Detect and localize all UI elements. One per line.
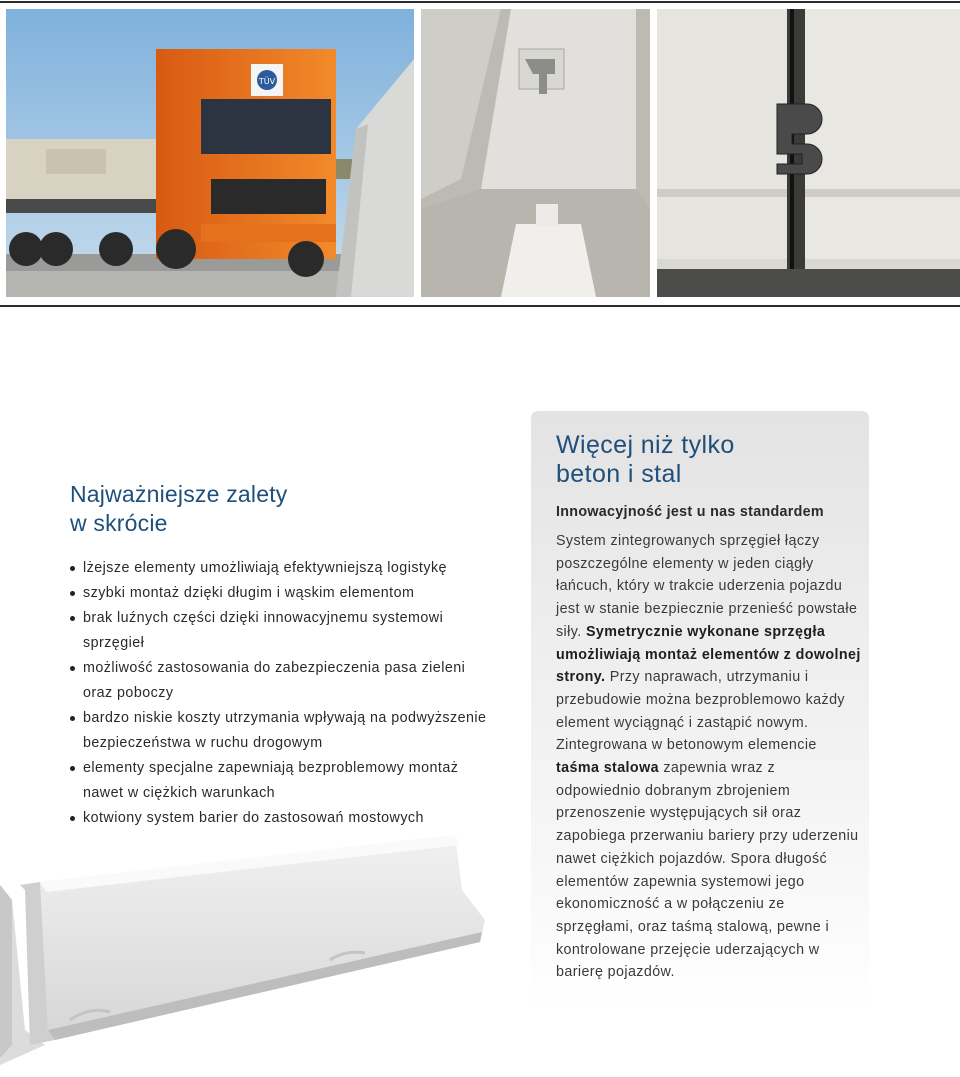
- top-rule: [0, 1, 960, 3]
- joint-photo: [657, 9, 960, 297]
- panel-title-line2: beton i stal: [556, 460, 682, 488]
- middle-rule: [0, 305, 960, 307]
- panel-subtitle: Innowacyjność jest u nas standardem: [556, 504, 824, 520]
- body-p1: System zintegrowanych sprzęgieł łączy poszczególne elementy w jeden ciągły łańcuch, który w trakcie uderzenia pojazdu jest w stanie bezpiecznie przenieść powstałe siły.: [556, 533, 858, 640]
- advantages-title-line1: Najważniejsze zalety: [70, 481, 288, 507]
- panel-body: [556, 530, 861, 984]
- body-p4-bold: taśma stalowa: [556, 760, 659, 777]
- list-item: elementy specjalne zapewniają bezproblemowy montaż nawet w ciężkich warunkach: [70, 756, 490, 806]
- barrier-image: [0, 830, 490, 1072]
- body-p3: Przy naprawach, utrzymaniu i przebudowie można bezproblemowo każdy element wyciągnąć i zastąpić nowym. Zintegrowana w betonowym elemencie: [556, 669, 845, 754]
- coupling-photo: [421, 9, 650, 297]
- list-item: lżejsze elementy umożliwiają efektywniejszą logistykę: [70, 556, 490, 581]
- list-item: bardzo niskie koszty utrzymania wpływają na podwyższenie bezpieczeństwa w ruchu drogowym: [70, 706, 490, 756]
- advantages-section: [70, 480, 490, 831]
- body-p5: zapewnia wraz z odpowiednio dobranym zbrojeniem przenoszenie występujących sił oraz zapobiega przerwaniu bariery przy uderzeniu nawet ciężkich pojazdów. Spora długość elementów zapewnia systemowi jego ekonomiczność a w połączeniu ze sprzęgłami, oraz taśmą stalową, pewne i kontrolowane przejęcie uderzających w barierę pojazdów.: [556, 760, 859, 981]
- advantages-title: [70, 480, 490, 538]
- list-item: kotwiony system barier do zastosowań mostowych: [70, 806, 490, 831]
- body-p2-bold: Symetrycznie wykonane sprzęgła umożliwiają montaż elementów z dowolnej strony.: [556, 623, 861, 686]
- truck-photo: [6, 9, 414, 297]
- panel-title-line1: Więcej niż tylko: [556, 431, 735, 459]
- tuv-logo-text: TÜV: [258, 77, 276, 86]
- advantages-title-line2: w skrócie: [70, 510, 168, 536]
- list-item: możliwość zastosowania do zabezpieczenia pasa zieleni oraz poboczy: [70, 656, 490, 706]
- features-list: [70, 556, 490, 831]
- info-panel: [531, 411, 869, 1011]
- list-item: brak luźnych części dzięki innowacyjnemu systemowi sprzęgieł: [70, 606, 490, 656]
- list-item: szybki montaż dzięki długim i wąskim elementom: [70, 581, 490, 606]
- panel-title: [556, 431, 861, 489]
